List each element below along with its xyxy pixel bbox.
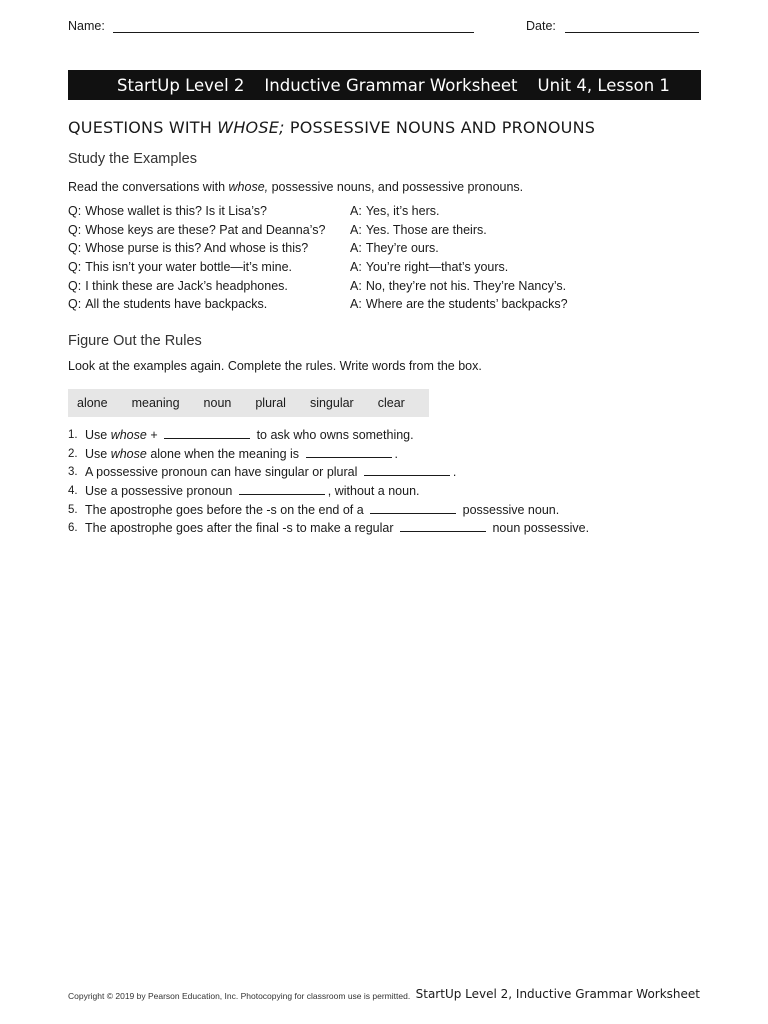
rule-text-part: noun possessive. [488, 521, 590, 536]
rule-text-part: alone when the meaning is [146, 446, 303, 461]
q-tag: Q: [68, 204, 82, 218]
word-box-item: singular [309, 396, 354, 410]
answer [350, 223, 487, 237]
conversation-row [68, 241, 708, 260]
rule-text-part: The apostrophe goes before the -s on the end of a [85, 502, 368, 517]
a-tag: A: [350, 297, 362, 312]
rule-item [68, 484, 708, 503]
page-heading [68, 118, 595, 137]
q-tag: Q: [68, 241, 82, 256]
answer-blank[interactable] [370, 503, 456, 514]
rule-text-italic: whose [110, 446, 147, 461]
q-tag: Q: [68, 297, 82, 312]
rule-number: 4. [68, 485, 78, 498]
answer [350, 260, 508, 274]
word-box [68, 389, 429, 417]
rule-number: 5. [68, 503, 78, 516]
answer [350, 297, 568, 311]
answer [350, 204, 439, 218]
title-level: StartUp Level 2 [117, 75, 245, 95]
word-box-item: meaning [131, 396, 180, 410]
rule-text-part: Use [85, 428, 111, 442]
rule-text-part: + [146, 428, 162, 442]
answer-blank[interactable] [164, 428, 250, 439]
word-box-item: noun [203, 396, 232, 410]
answer-text: Where are the students’ backpacks? [365, 297, 568, 312]
answer-text: Yes, it’s hers. [365, 204, 440, 218]
rule-number: 6. [68, 522, 78, 535]
q-tag: Q: [68, 278, 82, 293]
word-box-item: clear [377, 396, 405, 410]
answer [350, 279, 566, 293]
rule-item [68, 503, 708, 522]
title-bar [68, 70, 701, 100]
date-label: Date: [526, 19, 556, 33]
study-instr-2: whose, [228, 180, 269, 194]
answer-blank[interactable] [364, 465, 450, 476]
a-tag: A: [350, 241, 362, 256]
conversation-list [68, 204, 708, 316]
conversation-row [68, 260, 708, 279]
question-text: This isn’t your water bottle—it’s mine. [85, 260, 292, 275]
study-instructions [68, 180, 523, 194]
rule-text-part: The apostrophe goes after the final -s to make a regular [85, 521, 397, 536]
name-label: Name: [68, 19, 105, 33]
rule-item [68, 447, 708, 466]
rule-number: 3. [68, 466, 78, 479]
rule-text [85, 521, 589, 535]
rule-text [85, 503, 559, 517]
question [68, 241, 308, 255]
rules-title: Figure Out the Rules [68, 333, 202, 349]
name-line [113, 32, 474, 33]
rule-text [85, 428, 414, 442]
question-text: Whose keys are these? Pat and Deanna’s? [85, 222, 326, 237]
a-tag: A: [350, 204, 362, 218]
rule-text-part: to ask who owns something. [253, 428, 414, 442]
answer-text: You’re right—that’s yours. [365, 260, 509, 275]
title-unit: Unit 4, Lesson 1 [537, 75, 670, 95]
rule-text-part: Use [85, 446, 111, 461]
answer-text: Yes. Those are theirs. [365, 222, 487, 237]
title-worksheet: Inductive Grammar Worksheet [264, 75, 518, 95]
a-tag: A: [350, 260, 362, 275]
answer-text: They’re ours. [365, 241, 439, 256]
q-tag: Q: [68, 222, 82, 237]
study-instr-3: possessive nouns, and possessive pronouns. [268, 180, 524, 194]
heading-part-1: QUESTIONS WITH [68, 118, 218, 137]
conversation-row [68, 279, 708, 298]
rule-item [68, 465, 708, 484]
conversation-row [68, 204, 708, 223]
question [68, 204, 267, 218]
rule-item [68, 428, 708, 447]
rule-text [85, 465, 456, 479]
footer-title: StartUp Level 2, Inductive Grammar Worksheet [415, 987, 700, 1001]
name-date-row [68, 19, 700, 37]
conversation-row [68, 297, 708, 316]
rules-list [68, 428, 708, 540]
rule-text-italic: whose [110, 428, 147, 442]
q-tag: Q: [68, 260, 82, 275]
question-text: I think these are Jack’s headphones. [85, 278, 288, 293]
word-box-item: plural [255, 396, 286, 410]
heading-part-2: WHOSE; [217, 118, 285, 137]
question [68, 297, 267, 311]
rule-text [85, 484, 420, 498]
answer [350, 241, 439, 255]
date-line [565, 32, 699, 33]
answer-blank[interactable] [239, 484, 325, 495]
a-tag: A: [350, 278, 362, 293]
question [68, 260, 292, 274]
answer-blank[interactable] [306, 447, 392, 458]
rule-text-part: A possessive pronoun can have singular or plural [85, 465, 361, 480]
rule-text-part: , without a noun. [327, 484, 420, 499]
answer-blank[interactable] [400, 521, 486, 532]
copyright-footer: Copyright © 2019 by Pearson Education, Inc. Photocopying for classroom use is permitted. [68, 991, 411, 1001]
rule-number: 1. [68, 429, 78, 441]
question [68, 223, 325, 237]
question-text: Whose wallet is this? Is it Lisa’s? [85, 204, 267, 218]
question [68, 279, 288, 293]
question-text: All the students have backpacks. [85, 297, 268, 312]
rules-instructions: Look at the examples again. Complete the rules. Write words from the box. [68, 359, 482, 373]
heading-part-3: POSSESSIVE NOUNS AND PRONOUNS [284, 118, 596, 137]
word-box-item: alone [77, 396, 108, 410]
rule-text-part: Use a possessive pronoun [85, 484, 236, 499]
rule-text [85, 447, 398, 461]
study-instr-1: Read the conversations with [68, 180, 229, 194]
rule-number: 2. [68, 447, 78, 460]
rule-text-part: possessive noun. [459, 502, 560, 517]
rule-text-part: . [394, 446, 398, 461]
a-tag: A: [350, 222, 362, 237]
question-text: Whose purse is this? And whose is this? [85, 241, 309, 256]
rule-text-part: . [452, 465, 457, 480]
rule-item [68, 521, 708, 540]
study-title: Study the Examples [68, 151, 197, 167]
answer-text: No, they’re not his. They’re Nancy’s. [365, 278, 567, 293]
conversation-row [68, 223, 708, 242]
